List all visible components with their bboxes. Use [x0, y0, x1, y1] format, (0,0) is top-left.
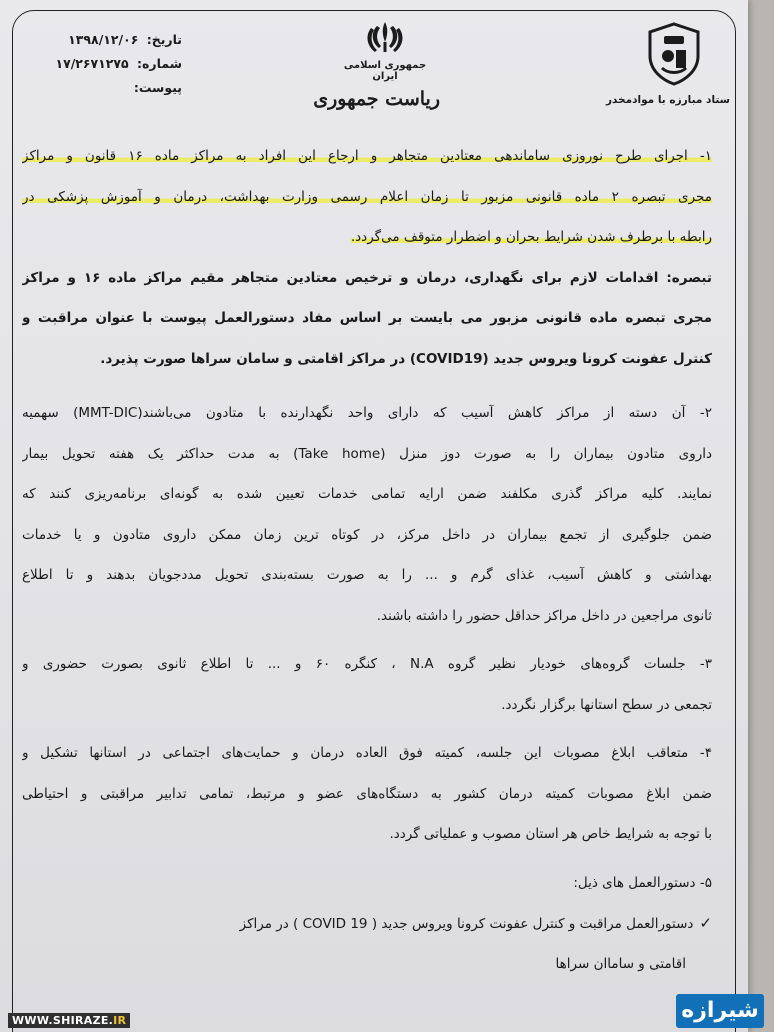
text-line: داروی متادون بیماران را به صورت دوز منزل (Take home) به مدت حداکثر یک هفته تحویل بیمار — [22, 445, 712, 462]
watermark-logo: شیرازه — [676, 994, 764, 1028]
date-label: تاریخ: — [146, 32, 182, 47]
iran-emblem-icon — [365, 20, 405, 54]
text-line: بهداشتی و کاهش آسیب، غذای گرم و ... را به صورت بسته‌بندی تحویل مددجویان بدهند و تا اطلاع — [22, 567, 712, 583]
text-line: ۲- آن دسته از مراکز کاهش آسیب که دارای واحد نگهدارنده با متادون می‌باشند(MMT-DIC) سهمیه — [22, 405, 712, 421]
date-value: ۱۳۹۸/۱۲/۰۶ — [68, 32, 139, 47]
paragraph-5 — [22, 863, 712, 904]
number-row — [42, 52, 182, 76]
item-text: اقامتی و ساماان سراها — [555, 955, 686, 972]
drug-control-hq-logo-icon — [646, 22, 702, 86]
text-line — [22, 136, 712, 177]
iran-emblem-block — [313, 20, 440, 110]
text-line: کنترل عفونت کرونا ویروس جدید (COVID19) در مراکز اقامتی و سامان سراها صورت پذیرد. — [100, 350, 712, 367]
text-line — [22, 944, 712, 985]
state-name: جمهوری اسلامی ایران — [343, 60, 427, 82]
drug-control-hq-block — [605, 22, 730, 106]
text-line: ۵- دستورالعمل های ذیل: — [573, 874, 712, 891]
text-line — [22, 177, 712, 218]
paragraph-2 — [22, 393, 712, 636]
text-line: تجمعی در سطح استانها برگزار نگردد. — [501, 696, 712, 713]
number-value: ۱۷/۲۶۷۱۲۷۵ — [55, 56, 129, 71]
checkmark-icon: ✓ — [699, 914, 712, 932]
attachment-label: پیوست: — [133, 80, 182, 95]
paragraph-1 — [22, 136, 712, 258]
highlighted-text: رابطه با برطرف شدن شرایط بحران و اضطرار متوقف می‌گردد. — [350, 229, 712, 245]
text-line: مجری تبصره ماده قانونی مزبور می بایست بر اساس مفاد دستورالعمل پیوست با عنوان مراقبت و — [22, 310, 712, 326]
text-line — [22, 217, 712, 258]
text-line: ثانوی مراجعین در داخل مراکز حداقل حضور را داشته باشند. — [376, 607, 712, 624]
paragraph-4 — [22, 733, 712, 855]
hq-name: ستاد مبارزه با موادمخدر — [605, 94, 730, 106]
highlighted-text: مجری تبصره ۲ ماده قانونی مزبور تا زمان اعلام رسمی وزارت بهداشت، درمان و آموزش پزشکی در — [22, 188, 712, 205]
letter-meta — [42, 28, 182, 100]
paragraph-5-item — [22, 903, 712, 984]
text-line: با توجه به شرایط خاص هر استان مصوب و عملیاتی گردد. — [389, 826, 712, 842]
letter-body — [22, 136, 712, 984]
date-row — [42, 28, 182, 52]
text-line: ضمن جلوگیری از تجمع بیماران در داخل مرکز، در کوتاه ترین زمان ممکن داروی متادون و یا خدمات — [22, 526, 712, 543]
paragraph-1-note — [22, 258, 712, 380]
text-line: تبصره: اقدامات لازم برای نگهداری، درمان و ترخیص معتادین متجاهر مقیم مراکز ماده ۱۶ و مراکز — [22, 269, 712, 286]
text-line: نمایند. کلیه مراکز گذری مکلفند ضمن ارایه تمامی خدمات تعیین شده به گونه‌ای برنامه‌ریزی کنند که — [22, 486, 712, 502]
text-line: ۴- متعاقب ابلاغ مصوبات این جلسه، کمیته فوق العاده درمان و حمایت‌های اجتماعی در استانها تشکیل و — [22, 745, 712, 761]
highlighted-text: ۱- اجرای طرح نوروزی ساماندهی معتادین متجاهر و ارجاع این افراد به مراکز ماده ۱۶ قانون و مراکز — [22, 148, 712, 164]
watermark-url: WWW.SHIRAZE.IR — [8, 1013, 130, 1028]
item-text: دستورالعمل مراقبت و کنترل عفونت کرونا ویروس جدید ( COVID 19 ) در مراکز — [239, 916, 694, 932]
text-line: ضمن ابلاغ مصوبات کمیته درمان کشور به دستگاه‌های عضو و مرتبط، تمامی تدابیر مراقبتی و احتیاطی — [22, 785, 712, 802]
number-label: شماره: — [137, 56, 182, 71]
text-line — [22, 903, 712, 944]
attachment-row — [42, 76, 182, 100]
paragraph-3 — [22, 644, 712, 725]
text-line: ۳- جلسات گروه‌های خودیار نظیر گروه N.A ، کنگره ۶۰ و ... تا اطلاع ثانوی بصورت حضوری و — [22, 656, 712, 672]
presidency-title: ریاست جمهوری — [313, 88, 440, 110]
